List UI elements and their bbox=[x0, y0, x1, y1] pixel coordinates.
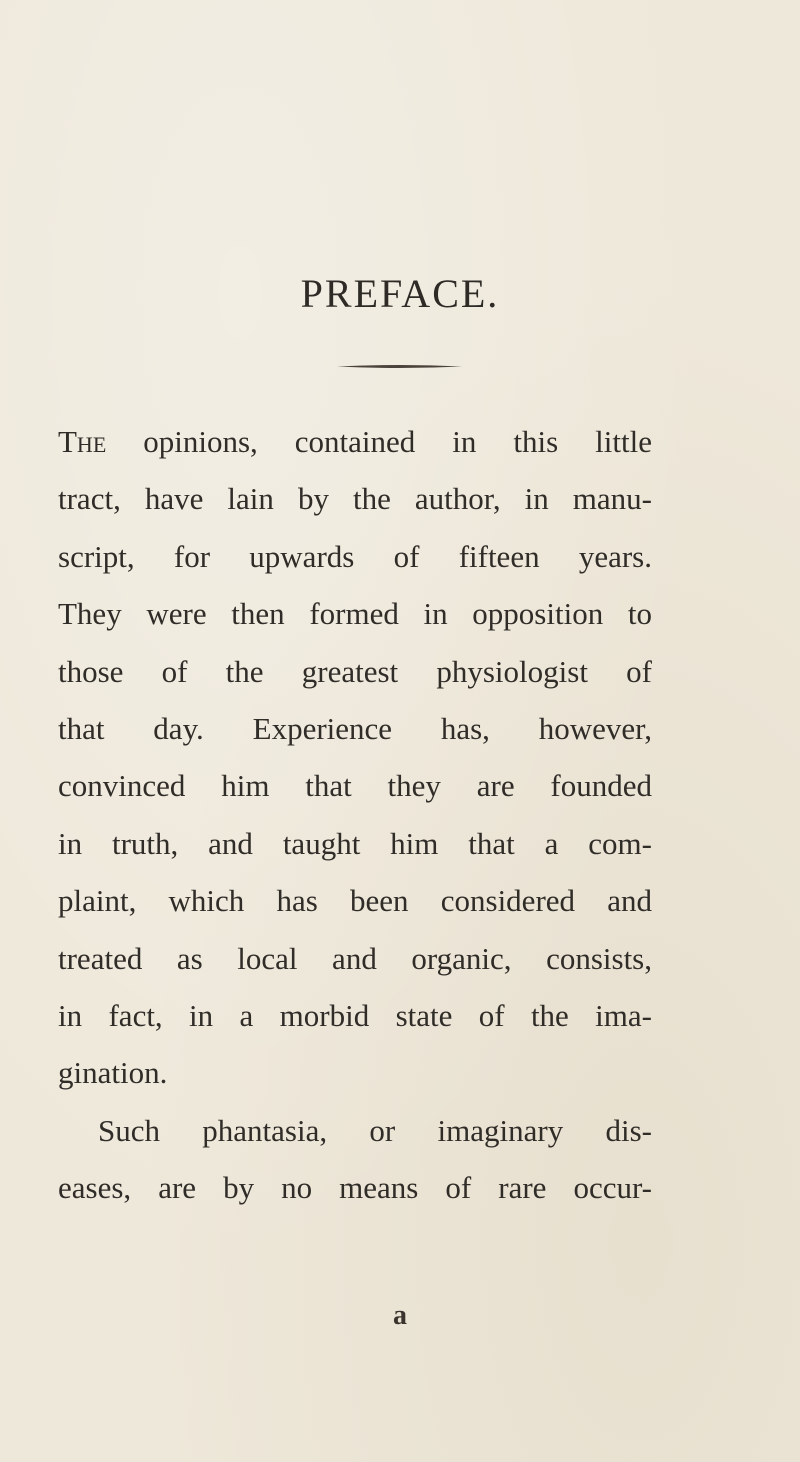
ornamental-rule bbox=[337, 364, 462, 369]
text-line: convinced him that they are founded bbox=[58, 768, 652, 804]
text-line: eases, are by no means of rare occur- bbox=[58, 1170, 652, 1206]
text-line: Such phantasia, or imaginary dis- bbox=[98, 1112, 652, 1148]
preface-text bbox=[58, 413, 652, 1216]
text-line: in fact, in a morbid state of the ima- bbox=[58, 997, 652, 1033]
text-line: plaint, which has been considered and bbox=[58, 883, 652, 919]
text-line: those of the greatest physiologist of bbox=[58, 653, 652, 689]
text-line: that day. Experience has, however, bbox=[58, 710, 652, 746]
signature-mark: a bbox=[393, 1300, 407, 1331]
first-word: The bbox=[58, 424, 107, 459]
text-line: script, for upwards of fifteen years. bbox=[58, 538, 652, 574]
page-title: PREFACE. bbox=[300, 271, 500, 316]
text-line: They were then formed in opposition to bbox=[58, 596, 652, 632]
text-line: in truth, and taught him that a com- bbox=[58, 825, 652, 861]
text-line: The opinions, contained in this little bbox=[58, 424, 652, 459]
text-line: treated as local and organic, consists, bbox=[58, 940, 652, 976]
text-line: gination. bbox=[58, 1055, 168, 1091]
text-line: tract, have lain by the author, in manu- bbox=[58, 481, 652, 517]
